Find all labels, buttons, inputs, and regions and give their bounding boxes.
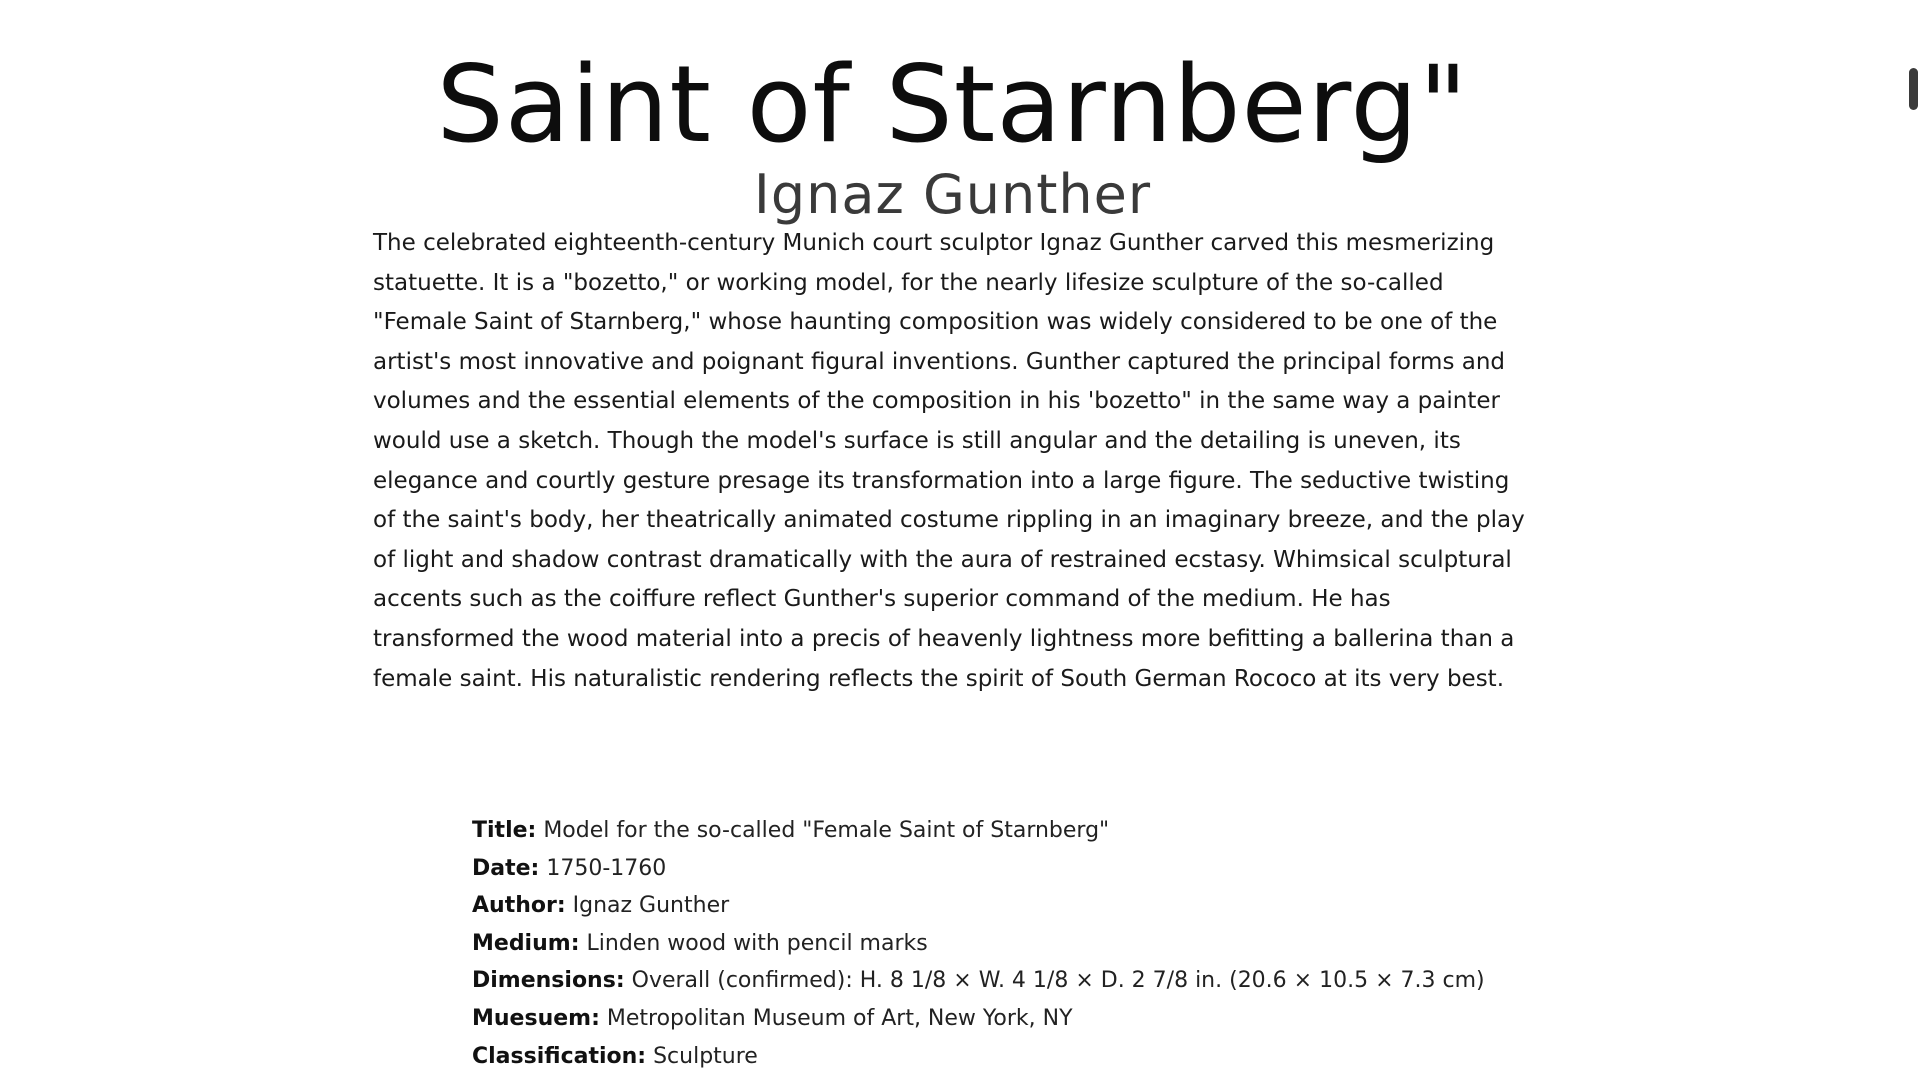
detail-label: Author:	[472, 893, 566, 919]
detail-label: Muesuem:	[472, 1005, 600, 1031]
detail-label: Classification:	[472, 1043, 647, 1069]
scrollbar-thumb[interactable]	[1909, 68, 1918, 110]
vertical-scrollbar[interactable]	[1905, 0, 1920, 1080]
detail-label: Dimensions:	[472, 968, 625, 994]
detail-author	[472, 887, 1485, 925]
artwork-details-list	[472, 812, 1485, 1075]
detail-value: Model for the so-called "Female Saint of Starnberg"	[543, 818, 1110, 843]
detail-value: Sculpture	[653, 1043, 758, 1069]
detail-date	[472, 850, 1485, 888]
artwork-description: The celebrated eighteenth-century Munich court sculptor Ignaz Gunther carved this mesmerizing statuette. It is a "bozetto," or working model, for the nearly lifesize sculpture of the so-called "Female Saint of Starnberg," whose haunting composition was widely considered to be one of the artist's most innovative and poignant figural inventions. Gunther captured the principal forms and volumes and the essential elements of the composition in his 'bozetto" in the same way a painter would use a sketch. Though the model's surface is still angular and the detailing is uneven, its elegance and courtly gesture presage its transformation into a large figure. The seductive twisting of the saint's body, her theatrically animated costume rippling in an imaginary breeze, and the play of light and shadow contrast dramatically with the aura of restrained ecstasy. Whimsical sculptural accents such as the coiffure reflect Gunther's superior command of the medium. He has transformed the wood material into a precis of heavenly lightness more befitting a ballerina than a female saint. His naturalistic rendering reflects the spirit of South German Rococo at its very best.	[373, 230, 1525, 692]
detail-classification	[472, 1038, 1485, 1076]
artwork-title-heading: Saint of Starnberg"	[436, 43, 1469, 167]
detail-dimensions	[472, 962, 1485, 1000]
artwork-author-heading: Ignaz Gunther	[753, 162, 1152, 226]
detail-medium	[472, 925, 1485, 963]
detail-title	[472, 812, 1485, 850]
detail-label: Date:	[472, 855, 540, 881]
detail-value: 1750-1760	[546, 855, 667, 881]
detail-museum	[472, 1000, 1485, 1038]
detail-value: Overall (confirmed): H. 8 1/8 × W. 4 1/8 × D. 2 7/8 in. (20.6 × 10.5 × 7.3 cm)	[631, 968, 1485, 994]
detail-value: Linden wood with pencil marks	[586, 930, 928, 956]
detail-label: Medium:	[472, 930, 580, 956]
detail-value: Metropolitan Museum of Art, New York, NY	[606, 1005, 1073, 1031]
detail-label: Title:	[472, 818, 537, 843]
detail-value: Ignaz Gunther	[572, 893, 730, 919]
